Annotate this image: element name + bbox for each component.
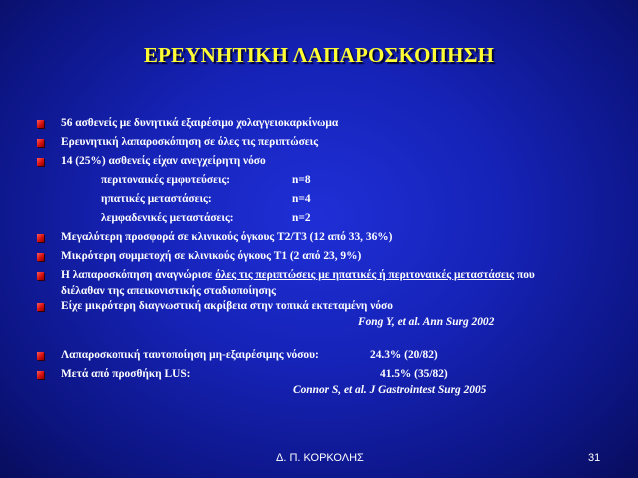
- bullet-icon: [37, 272, 44, 280]
- bullet-text: Μεγαλύτερη προσφορά σε κλινικούς όγκους T2/T3 (12 από 33, 36%): [61, 231, 393, 243]
- bullet-icon: [37, 352, 44, 360]
- bullet-text: Είχε μικρότερη διαγνωστική ακρίβεια στην τοπικά εκτεταμένη νόσο: [61, 300, 393, 312]
- bullet-text: Μετά από προσθήκη LUS:: [61, 368, 191, 380]
- bullet-icon: [37, 234, 44, 242]
- bullet-text-part: Η λαπαροσκόπηση αναγνώρισε: [61, 269, 216, 281]
- bullet-text: 56 ασθενείς με δυνητικά εξαιρέσιμο χολαγγειοκαρκίνωμα: [61, 117, 339, 129]
- stat-value: 41.5% (35/82): [380, 368, 448, 380]
- sub-item-label: ηπατικές μεταστάσεις:: [101, 193, 212, 205]
- bullet-text: Μικρότερη συμμετοχή σε κλινικούς όγκους T1 (2 από 23, 9%): [61, 250, 362, 262]
- bullet-icon: [37, 120, 44, 128]
- bullet-text: Λαπαροσκοπική ταυτοποίηση μη-εξαιρέσιμης νόσου:: [61, 349, 319, 361]
- reference-citation: Connor S, et al. J Gastrointest Surg 2005: [293, 384, 487, 396]
- bullet-icon: [37, 253, 44, 261]
- slide-title: ΕΡΕΥΝΗΤΙΚΗ ΛΑΠΑΡΟΣΚΟΠΗΣΗ: [143, 43, 495, 67]
- bullet-icon: [37, 303, 44, 311]
- bullet-text: Ερευνητική λαπαροσκόπηση σε όλες τις περιπτώσεις: [61, 136, 319, 148]
- bullet-text: 14 (25%) ασθενείς είχαν ανεγχείρητη νόσο: [61, 155, 266, 167]
- stat-value: 24.3% (20/82): [370, 349, 438, 361]
- underlined-phrase: όλες τις περιπτώσεις με ηπατικές ή περιτοναικές μεταστάσεις: [215, 269, 515, 281]
- slide-number: 31: [588, 452, 601, 464]
- bullet-icon: [37, 371, 44, 379]
- footer-author: Δ. Π. ΚΟΡΚΟΛΗΣ: [276, 452, 364, 464]
- sub-item-label: λεμφαδενικές μεταστάσεις:: [101, 212, 234, 224]
- sub-item-label: περιτοναικές εμφυτεύσεις:: [101, 174, 231, 186]
- bullet-icon: [37, 139, 44, 147]
- bullet-text-multi: [61, 268, 535, 282]
- bullet-text-continuation: διέλαθαν της απεικονιστικής σταδιοποίησης: [61, 285, 276, 297]
- bullet-icon: [37, 158, 44, 166]
- reference-citation: Fong Y, et al. Ann Surg 2002: [358, 316, 495, 328]
- sub-item-value: n=8: [292, 174, 311, 186]
- sub-item-value: n=2: [292, 212, 311, 224]
- bullet-text-part: που: [514, 269, 535, 281]
- sub-item-value: n=4: [292, 193, 311, 205]
